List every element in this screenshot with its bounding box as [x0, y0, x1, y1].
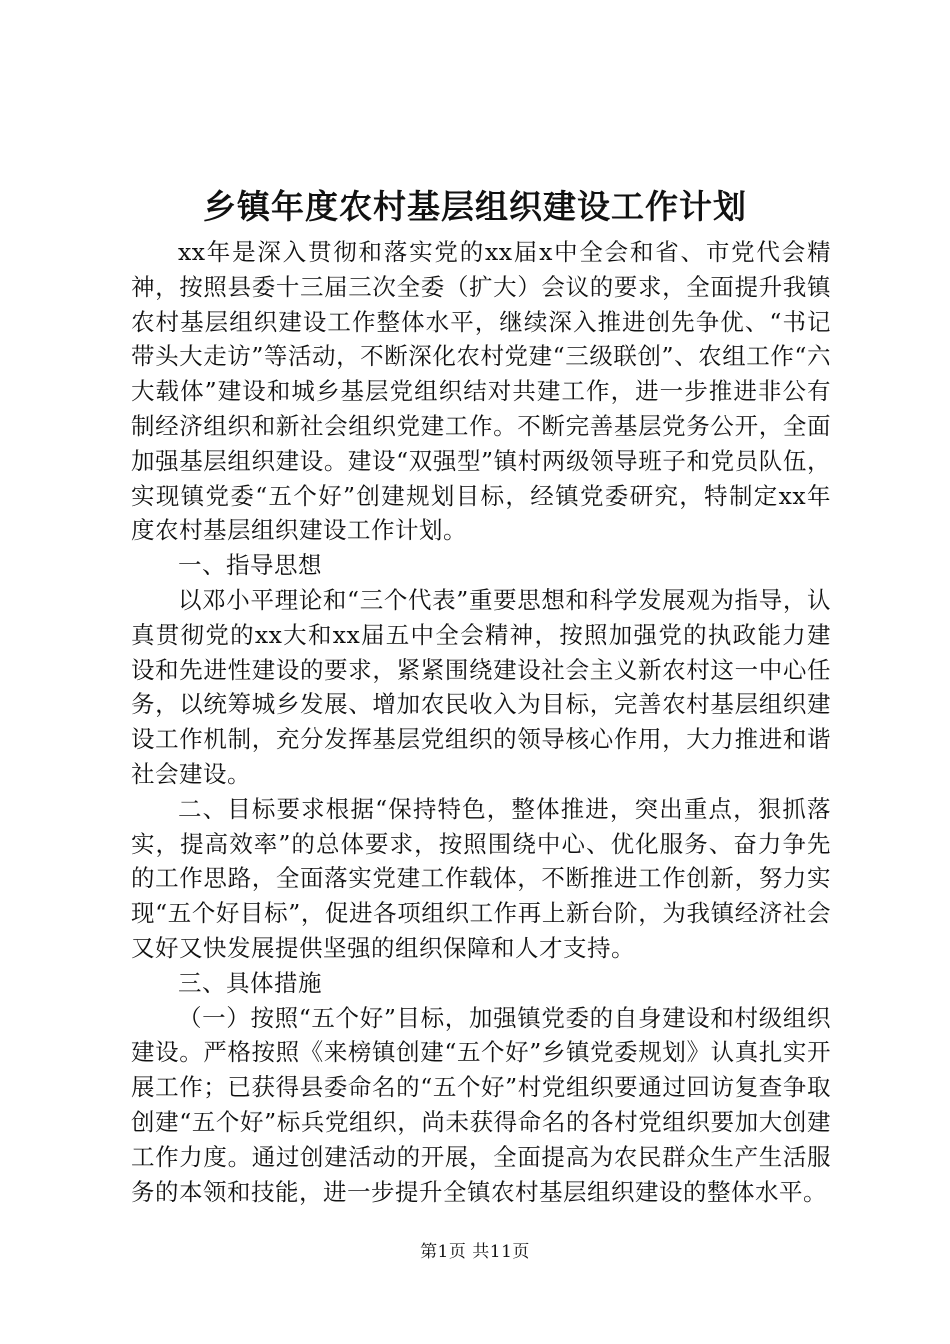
goals-paragraph: 二、目标要求根据“保持特色，整体推进，突出重点，狠抓落实，提高效率”的总体要求，按照围绕中心、优化服务、奋力争先的工作思路，全面落实党建工作载体，不断推进工作创新，努力实现“五个好目标”，促进各项组织工作再上新台阶，为我镇经济社会又好又快发展提供坚强的组织保障和人才支持。: [131, 794, 831, 962]
intro-paragraph: xx年是深入贯彻和落实党的xx届x中全会和省、市党代会精神，按照县委十三届三次全委（扩大）会议的要求，全面提升我镇农村基层组织建设工作整体水平，继续深入推进创先争优、“书记带头大走访”等活动，不断深化农村党建“三级联创”、农组工作“六大载体”建设和城乡基层党组织结对共建工作，进一步推进非公有制经济组织和新社会组织党建工作。不断完善基层党务公开，全面加强基层组织建设。建设“双强型”镇村两级领导班子和党员队伍，实现镇党委“五个好”创建规划目标，经镇党委研究，特制定xx年度农村基层组织建设工作计划。: [131, 238, 831, 545]
guiding-thought-paragraph: 以邓小平理论和“三个代表”重要思想和科学发展观为指导，认真贯彻党的xx大和xx届五中全会精神，按照加强党的执政能力建设和先进性建设的要求，紧紧围绕建设社会主义新农村这一中心任务，以统筹城乡发展、增加农民收入为目标，完善农村基层组织建设工作机制，充分发挥基层党组织的领导核心作用，大力推进和谐社会建设。: [131, 585, 831, 788]
document-body: [131, 235, 831, 1209]
page-number-footer: 第1页 共11页: [420, 1242, 530, 1262]
section-heading-guiding-thought: 一、指导思想: [178, 551, 322, 580]
measure-item-1-paragraph: （一）按照“五个好”目标，加强镇党委的自身建设和村级组织建设。严格按照《来榜镇创建“五个好”乡镇党委规划》认真扎实开展工作；已获得县委命名的“五个好”村党组织要通过回访复查争取创建“五个好”标兵党组织，尚未获得命名的各村党组织要加大创建工作力度。通过创建活动的开展，全面提高为农民群众生产生活服务的本领和技能，进一步提升全镇农村基层组织建设的整体水平。: [131, 1003, 831, 1206]
section-heading-measures: 三、具体措施: [178, 968, 322, 997]
document-title: 乡镇年度农村基层组织建设工作计划: [203, 187, 747, 226]
